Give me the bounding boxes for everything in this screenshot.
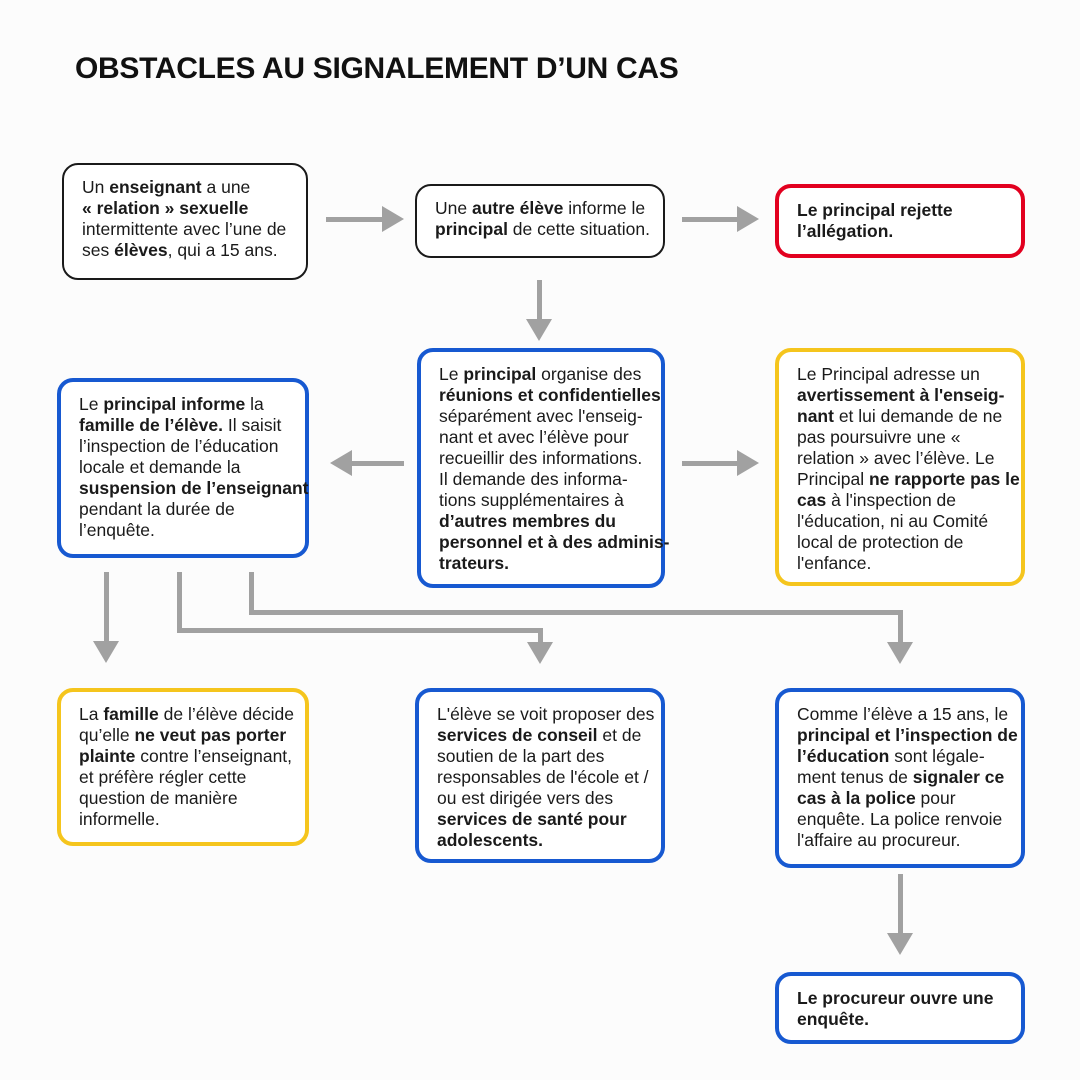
arrow-meetings-to-family-head <box>330 450 352 476</box>
box-principal-rejects-allegation: Le principal rejette l’allégation. <box>775 184 1025 258</box>
arrow-police-to-prosecutor-shaft <box>898 874 903 934</box>
connector-family-to-police-head <box>887 642 913 664</box>
box-prosecutor-opens-inquiry: Le procureur ouvre une enquête. <box>775 972 1025 1044</box>
connector-family-to-counselling-head <box>527 642 553 664</box>
box-student-counselling: L'élève se voit proposer des services de conseil et de soutien de la part des responsables de l'école et / ou est dirigée vers des services de santé pour adolescents. <box>415 688 665 863</box>
box-family-no-complaint: La famille de l’élève décide qu’elle ne veut pas porter plainte contre l’enseignant, et préfère régler cette question de manière informelle. <box>57 688 309 846</box>
arrow-inform-to-meetings-shaft <box>537 280 542 320</box>
connector-family-to-counselling-line <box>177 628 543 633</box>
box-teacher-relation: Un enseignant a une « relation » sexuelle intermittente avec l’une de ses élèves, qui a 15 ans. <box>62 163 308 280</box>
arrow-inform-to-reject-shaft <box>682 217 738 222</box>
box-principal-warns-teacher: Le Principal adresse un avertissement à l'enseig- nant et lui demande de ne pas poursuivre une « relation » avec l’élève. Le Principal ne rapporte pas le cas à l'inspection de l'éducation, ni au Comité local de protection de l'enfance. <box>775 348 1025 586</box>
arrow-family-to-no-complaint-head <box>93 641 119 663</box>
connector-family-to-counselling-stub <box>177 572 182 633</box>
connector-family-to-police-line <box>249 610 903 615</box>
arrow-meetings-to-warning-shaft <box>682 461 738 466</box>
box-principal-informs-family: Le principal informe la famille de l’élève. Il saisit l’inspection de l’éducation locale et demande la suspension de l’enseignant pendant la durée de l’enquête. <box>57 378 309 558</box>
box-principal-organises-meetings: Le principal organise des réunions et confidentielles séparément avec l'enseig- nant et avec l’élève pour recueillir des informations. Il demande des informa- tions supplémentaires à d’autres membres du personnel et à des adminis- trateurs. <box>417 348 665 588</box>
box-student-informs-principal: Une autre élève informe le principal de cette situation. <box>415 184 665 258</box>
arrow-police-to-prosecutor-head <box>887 933 913 955</box>
arrow-meetings-to-family-shaft <box>350 461 404 466</box>
connector-family-to-police-drop <box>898 615 903 643</box>
arrow-family-to-no-complaint-shaft <box>104 572 109 642</box>
arrow-relation-to-inform-shaft <box>326 217 384 222</box>
arrow-inform-to-reject-head <box>737 206 759 232</box>
arrow-relation-to-inform-head <box>382 206 404 232</box>
page-title: OBSTACLES AU SIGNALEMENT D’UN CAS <box>75 52 679 85</box>
box-report-to-police: Comme l’élève a 15 ans, le principal et l’inspection de l’éducation sont légale- ment tenus de signaler ce cas à la police pour enquête. La police renvoie l'affaire au procureur. <box>775 688 1025 868</box>
arrow-inform-to-meetings-head <box>526 319 552 341</box>
arrow-meetings-to-warning-head <box>737 450 759 476</box>
connector-family-to-police-stub <box>249 572 254 615</box>
